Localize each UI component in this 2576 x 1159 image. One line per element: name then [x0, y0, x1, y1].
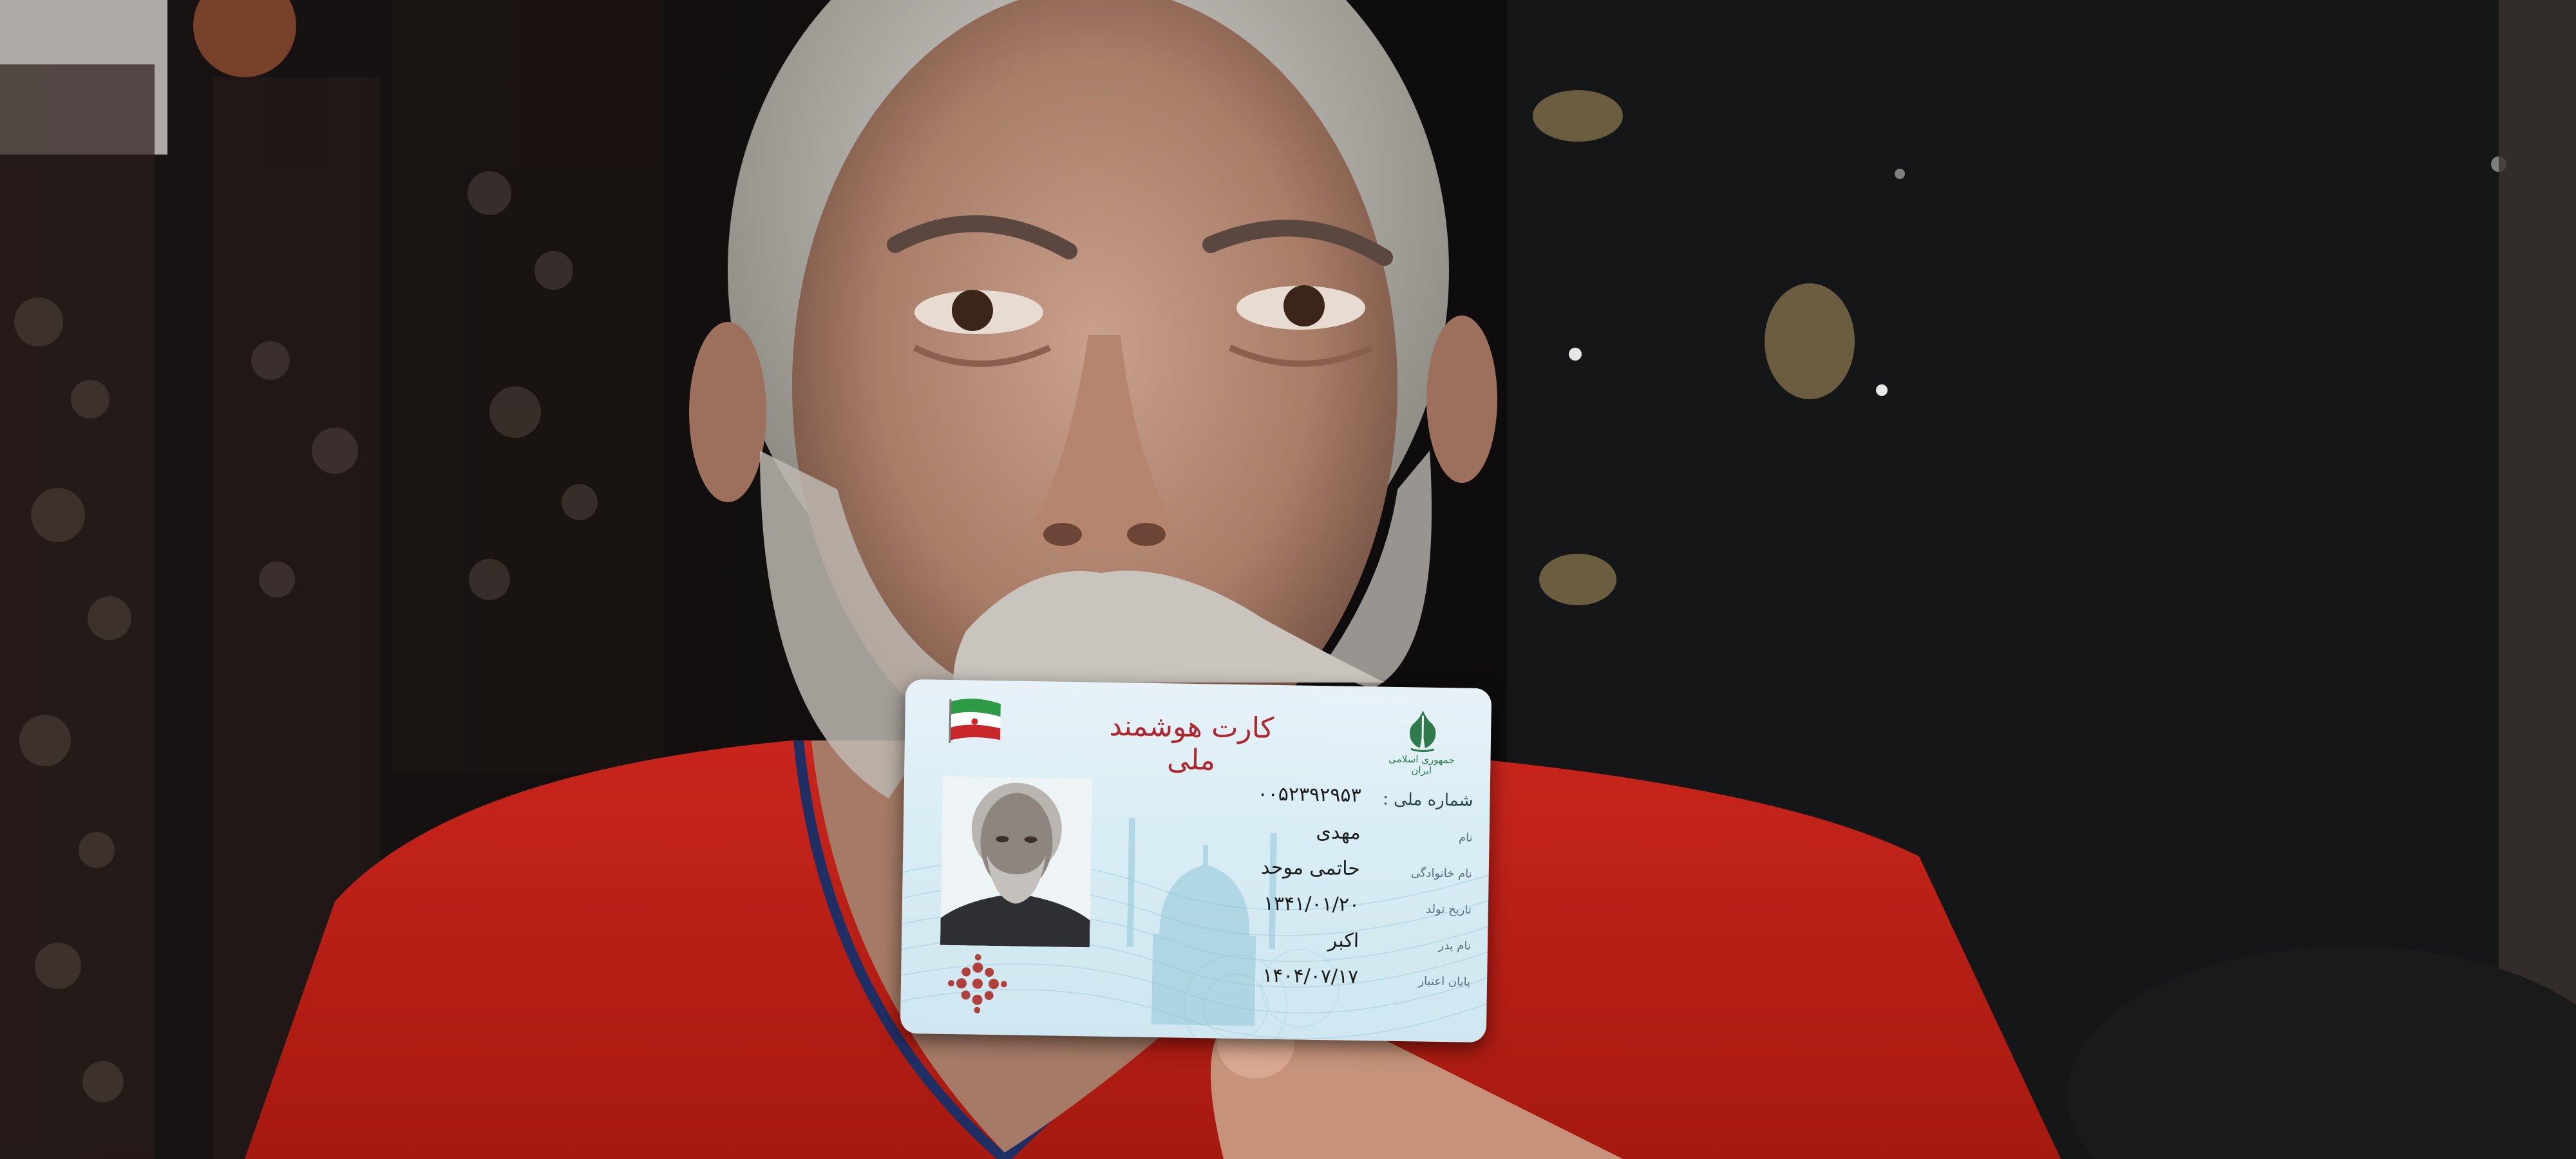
label-birth-date: تاریخ تولد: [1425, 902, 1472, 917]
value-expiry: ۱۴۰۴/۰۷/۱۷: [1262, 964, 1359, 988]
government-label: جمهوری اسلامی ایران: [1388, 753, 1455, 777]
label-last-name: نام خانوادگی: [1410, 866, 1472, 881]
value-last-name: حاتمی موحد: [1260, 856, 1361, 881]
value-first-name: مهدی: [1316, 820, 1361, 845]
id-photo: [940, 777, 1092, 948]
value-birth-date: ۱۳۴۱/۰۱/۲۰: [1263, 892, 1360, 916]
label-father-name: نام پدر: [1438, 938, 1472, 953]
label-first-name: نام: [1458, 831, 1473, 845]
rosette-icon: [947, 953, 1008, 1014]
value-national-number: ۰۰۵۲۳۹۲۹۵۳: [1257, 782, 1361, 807]
national-id-card: [900, 679, 1492, 1042]
label-expiry: پایان اعتبار: [1418, 974, 1471, 989]
label-national-number: شماره ملی :: [1382, 789, 1473, 811]
iran-emblem-icon: [1399, 706, 1446, 753]
iran-flag-icon: [946, 694, 1011, 747]
value-father-name: اکبر: [1327, 929, 1359, 952]
card-title: کارت هوشمند ملی: [1109, 709, 1274, 777]
